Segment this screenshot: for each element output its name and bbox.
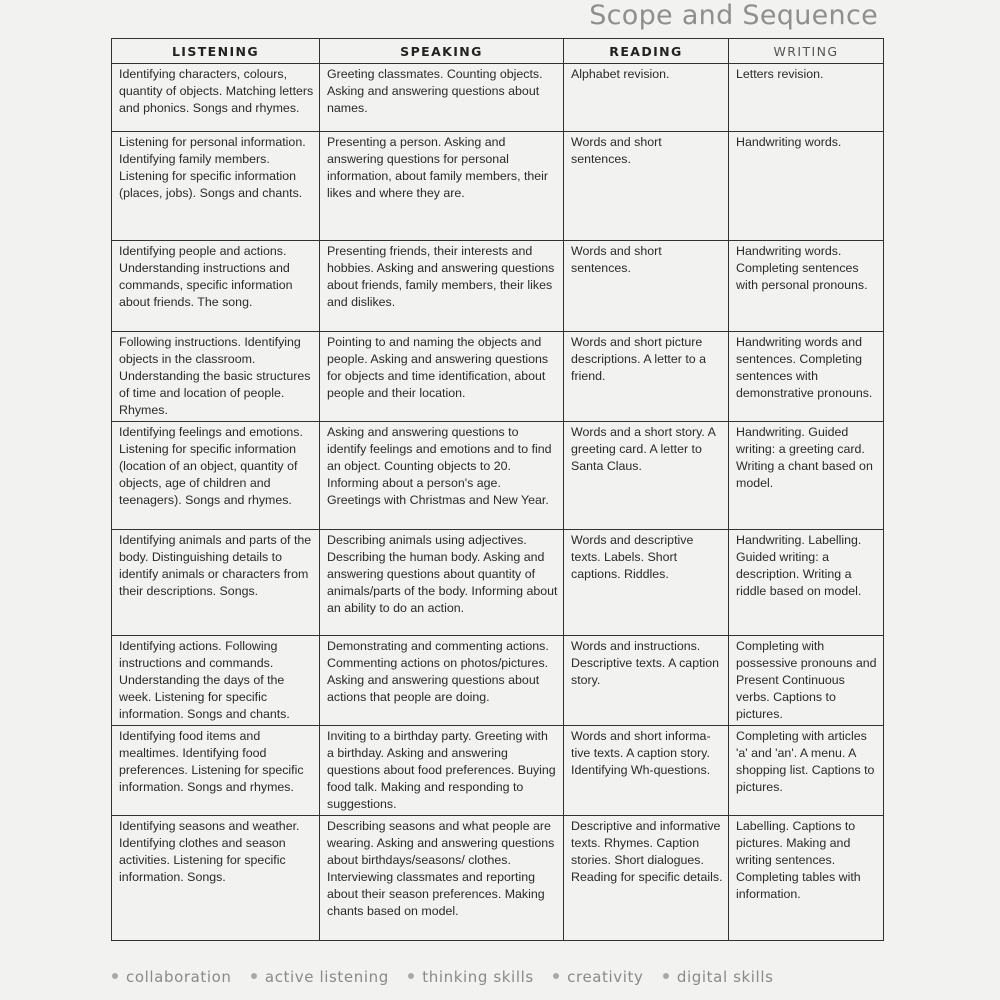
cell-writing: Handwriting words. Completing sentences with personal pronouns. <box>729 241 884 332</box>
header-speaking: SPEAKING <box>320 39 564 64</box>
header-writing: WRITING <box>729 39 884 64</box>
skill-label: creativity <box>567 968 644 986</box>
skill-item <box>663 968 774 986</box>
cell-speaking: Pointing to and naming the objects and people. Asking and answering questions for objects and time identification, about people and their location. <box>320 332 564 422</box>
cell-writing: Handwriting. Labelling. Guided writing: a description. Writing a riddle based on model. <box>729 530 884 636</box>
cell-reading: Words and short picture descriptions. A letter to a friend. <box>564 332 729 422</box>
cell-reading: Descriptive and informative texts. Rhymes. Caption stories. Short dialogues. Reading for specific details. <box>564 816 729 941</box>
cell-reading: Words and short sentences. <box>564 132 729 241</box>
cell-listening: Listening for personal information. Identifying family members. Listening for specific information (places, jobs). Songs and chants. <box>112 132 320 241</box>
cell-listening: Identifying people and actions. Understanding instructions and commands, specific information about friends. The song. <box>112 241 320 332</box>
skill-label: collaboration <box>126 968 232 986</box>
cell-writing: Handwriting words and sentences. Completing sentences with demonstrative pronouns. <box>729 332 884 422</box>
cell-listening: Identifying feelings and emotions. Listening for specific information (location of an object, quantity of objects, age of children and teenagers). Songs and rhymes. <box>112 422 320 530</box>
header-listening: LISTENING <box>112 39 320 64</box>
table-row <box>112 530 884 636</box>
table-row <box>112 64 884 132</box>
cell-writing: Handwriting words. <box>729 132 884 241</box>
bullet-dot-icon <box>408 973 414 979</box>
skill-item <box>553 968 643 986</box>
header-reading: READING <box>564 39 729 64</box>
cell-listening: Identifying animals and parts of the body. Distinguishing details to identify animals or characters from their descriptions. Songs. <box>112 530 320 636</box>
cell-reading: Words and a short story. A greeting card. A letter to Santa Claus. <box>564 422 729 530</box>
header-row <box>112 39 884 64</box>
table-row <box>112 636 884 726</box>
skill-item <box>408 968 534 986</box>
cell-listening: Identifying seasons and weather. Identifying clothes and season activities. Listening for specific information. Songs. <box>112 816 320 941</box>
cell-speaking: Presenting friends, their interests and hobbies. Asking and answering questions about friends, family members, their likes and dislikes. <box>320 241 564 332</box>
cell-writing: Completing with possessive pronouns and Present Continuous verbs. Captions to pictures. <box>729 636 884 726</box>
skill-label: thinking skills <box>422 968 534 986</box>
cell-speaking: Greeting classmates. Counting objects. Asking and answering questions about names. <box>320 64 564 132</box>
skills-footer <box>112 968 788 986</box>
cell-writing: Labelling. Captions to pictures. Making and writing sentences. Completing tables with information. <box>729 816 884 941</box>
table-row <box>112 132 884 241</box>
cell-reading: Words and descriptive texts. Labels. Short captions. Riddles. <box>564 530 729 636</box>
cell-listening: Identifying characters, colours, quantity of objects. Matching letters and phonics. Songs and rhymes. <box>112 64 320 132</box>
cell-speaking: Describing seasons and what people are wearing. Asking and answering questions about birthdays/seasons/ clothes. Interviewing classmates and reporting about their season preferences. Making chants based on model. <box>320 816 564 941</box>
table-row <box>112 726 884 816</box>
cell-listening: Identifying food items and mealtimes. Identifying food preferences. Listening for specific information. Songs and rhymes. <box>112 726 320 816</box>
table-row <box>112 422 884 530</box>
bullet-dot-icon <box>663 973 669 979</box>
cell-writing: Handwriting. Guided writing: a greeting card. Writing a chant based on model. <box>729 422 884 530</box>
cell-writing: Completing with articles 'a' and 'an'. A menu. A shopping list. Captions to pictures. <box>729 726 884 816</box>
table-row <box>112 241 884 332</box>
page-title: Scope and Sequence <box>589 0 878 31</box>
table-row <box>112 332 884 422</box>
cell-reading: Words and short informa-tive texts. A caption story. Identifying Wh-questions. <box>564 726 729 816</box>
cell-listening: Following instructions. Identifying objects in the classroom. Understanding the basic structures of time and location of people. Rhymes. <box>112 332 320 422</box>
table-row <box>112 816 884 941</box>
skill-label: digital skills <box>676 968 774 986</box>
cell-reading: Words and short sentences. <box>564 241 729 332</box>
scope-sequence-table <box>111 38 884 941</box>
skill-label: active listening <box>264 968 389 986</box>
cell-speaking: Inviting to a birthday party. Greeting with a birthday. Asking and answering questions about food preferences. Buying food talk. Making and responding to suggestions. <box>320 726 564 816</box>
bullet-dot-icon <box>112 973 118 979</box>
cell-reading: Words and instructions. Descriptive texts. A caption story. <box>564 636 729 726</box>
cell-reading: Alphabet revision. <box>564 64 729 132</box>
bullet-dot-icon <box>553 973 559 979</box>
bullet-dot-icon <box>251 973 257 979</box>
cell-speaking: Asking and answering questions to identify feelings and emotions and to find an object. Counting objects to 20. Informing about a person's age. Greetings with Christmas and New Year. <box>320 422 564 530</box>
cell-speaking: Presenting a person. Asking and answering questions for personal information, about family members, their likes and where they are. <box>320 132 564 241</box>
skill-item <box>251 968 389 986</box>
cell-listening: Identifying actions. Following instructions and commands. Understanding the days of the week. Listening for specific information. Songs and chants. <box>112 636 320 726</box>
cell-writing: Letters revision. <box>729 64 884 132</box>
skill-item <box>112 968 232 986</box>
cell-speaking: Describing animals using adjectives. Describing the human body. Asking and answering questions about quantity of animals/parts of the body. Informing about an ability to do an action. <box>320 530 564 636</box>
cell-speaking: Demonstrating and commenting actions. Commenting actions on photos/pictures. Asking and answering questions about actions that people are doing. <box>320 636 564 726</box>
